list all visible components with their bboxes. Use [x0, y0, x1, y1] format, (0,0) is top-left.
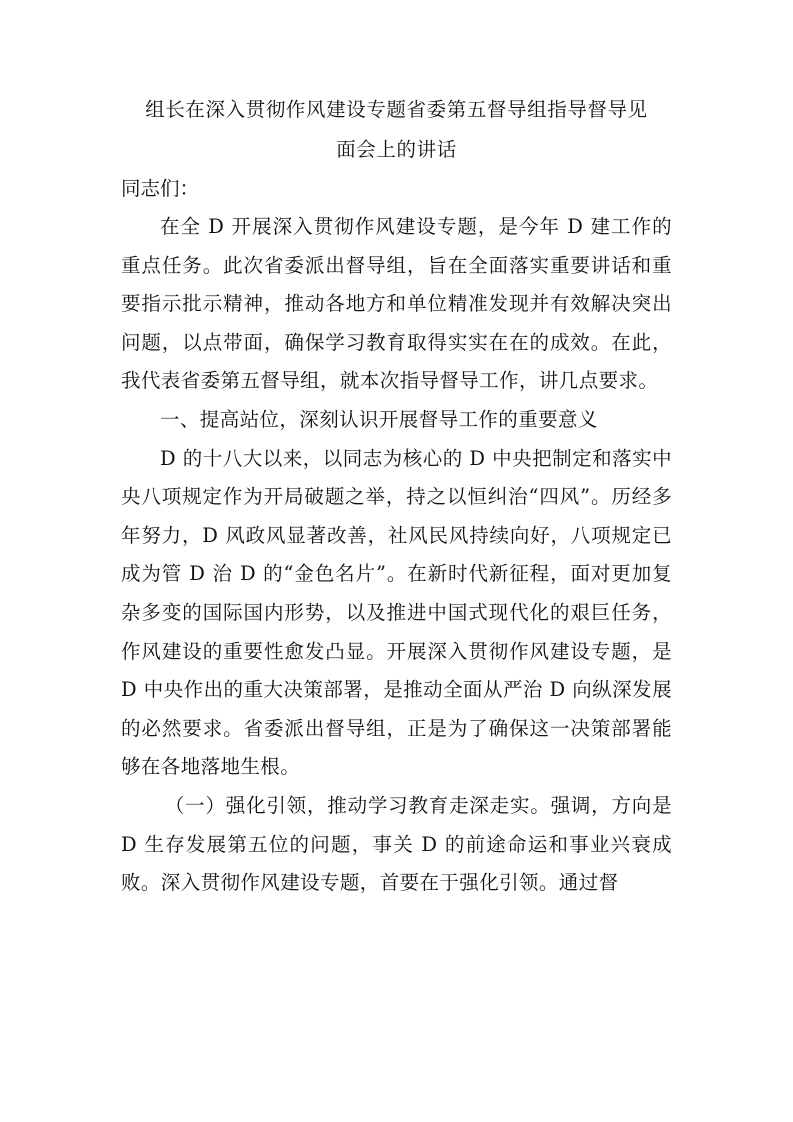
title-line-2: 面会上的讲话: [336, 138, 457, 161]
intro-paragraph: 在全 D 开展深入贯彻作风建设专题，是今年 D 建工作的重点任务。此次省委派出督导组，旨在全面落实重要讲话和重要指示批示精神，推动各地方和单位精准发现并有效解决突出问题，以点带面，确保学习教育取得实实在在的成效。在此，我代表省委第五督导组，就本次指导督导工作，讲几点要求。: [121, 215, 672, 393]
title-line-1: 组长在深入贯彻作风建设专题省委第五督导组指导督导见: [145, 98, 648, 121]
subsection-1-paragraph: （一）强化引领，推动学习教育走深走实。强调，方向是 D 生存发展第五位的问题，事关 D 的前途命运和事业兴衰成败。深入贯彻作风建设专题，首要在于强化引领。通过督: [121, 793, 672, 895]
section-heading-1: 一、提高站位，深刻认识开展督导工作的重要意义: [160, 407, 598, 431]
section-1-paragraph: D 的十八大以来，以同志为核心的 D 中央把制定和落实中央八项规定作为开局破题之举，持之以恒纠治“四风”。历经多年努力，D 风政风显著改善，社风民风持续向好，八项规定已成为管 D 治 D 的“金色名片”。在新时代新征程，面对更加复杂多变的国际国内形势，以及推进中国式现代化的艰巨任务，作风建设的重要性愈发凸显。开展深入贯彻作风建设专题，是 D 中央作出的重大决策部署，是推动全面从严治 D 向纵深发展的必然要求。省委派出督导组，正是为了确保这一决策部署能够在各地落地生根。: [121, 446, 672, 779]
document-title: [121, 90, 672, 170]
document-page: [121, 90, 672, 903]
salutation: 同志们：: [121, 177, 200, 200]
